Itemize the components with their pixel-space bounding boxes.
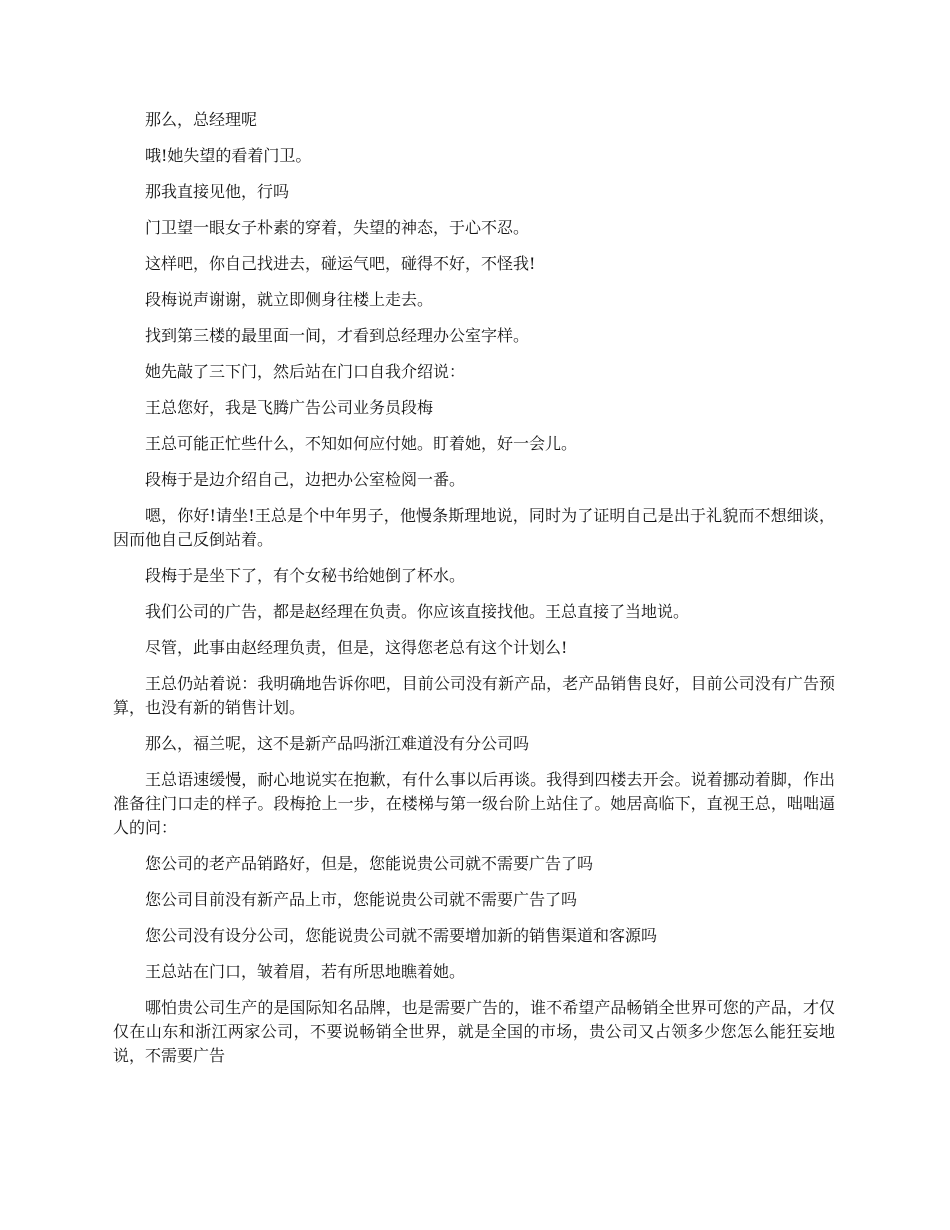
paragraph: 那么，总经理呢	[145, 110, 258, 129]
paragraph: 找到第三楼的最里面一间，才看到总经理办公室字样。	[145, 326, 530, 345]
paragraph: 您公司目前没有新产品上市，您能说贵公司就不需要广告了吗	[145, 890, 578, 909]
paragraph: 尽管，此事由赵经理负责，但是，这得您老总有这个计划么!	[145, 638, 568, 657]
paragraph: 我们公司的广告，都是赵经理在负责。你应该直接找他。王总直接了当地说。	[145, 602, 690, 621]
paragraph: 段梅说声谢谢，就立即侧身往楼上走去。	[145, 290, 434, 309]
paragraph: 门卫望一眼女子朴素的穿着，失望的神态，于心不忍。	[145, 218, 530, 237]
paragraph: 王总您好，我是飞腾广告公司业务员段梅	[145, 398, 434, 417]
paragraph: 那我直接见他，行吗	[145, 182, 290, 201]
paragraph: 王总站在门口，皱着眉，若有所思地瞧着她。	[145, 962, 466, 981]
paragraph: 她先敲了三下门，然后站在门口自我介绍说：	[145, 362, 466, 381]
paragraph: 您公司没有设分公司，您能说贵公司就不需要增加新的销售渠道和客源吗	[145, 926, 658, 945]
paragraph: 王总仍站着说：我明确地告诉你吧，目前公司没有新产品，老产品销售良好，目前公司没有广告预算，也没有新的销售计划。	[113, 674, 835, 717]
paragraph: 段梅于是坐下了，有个女秘书给她倒了杯水。	[145, 566, 466, 585]
paragraph: 您公司的老产品销路好，但是，您能说贵公司就不需要广告了吗	[145, 854, 594, 873]
paragraph: 王总可能正忙些什么，不知如何应付她。盯着她，好一会儿。	[145, 434, 578, 453]
paragraph: 嗯，你好!请坐!王总是个中年男子，他慢条斯理地说，同时为了证明自己是出于礼貌而不想细谈，因而他自己反倒站着。	[113, 506, 835, 549]
paragraph: 那么，福兰呢，这不是新产品吗浙江难道没有分公司吗	[145, 734, 530, 753]
paragraph: 王总语速缓慢，耐心地说实在抱歉，有什么事以后再谈。我得到四楼去开会。说着挪动着脚，作出准备往门口走的样子。段梅抢上一步，在楼梯与第一级台阶上站住了。她居高临下，直视王总，咄咄逼人的问：	[113, 770, 835, 837]
paragraph: 哪怕贵公司生产的是国际知名品牌，也是需要广告的，谁不希望产品畅销全世界可您的产品，才仅仅在山东和浙江两家公司，不要说畅销全世界，就是全国的市场，贵公司又占领多少您怎么能狂妄地说，不需要广告	[113, 998, 835, 1065]
paragraph: 这样吧，你自己找进去，碰运气吧，碰得不好，不怪我!	[145, 254, 536, 273]
paragraph: 段梅于是边介绍自己，边把办公室检阅一番。	[145, 470, 466, 489]
paragraph: 哦!她失望的看着门卫。	[145, 146, 312, 165]
document-body	[113, 108, 835, 1080]
